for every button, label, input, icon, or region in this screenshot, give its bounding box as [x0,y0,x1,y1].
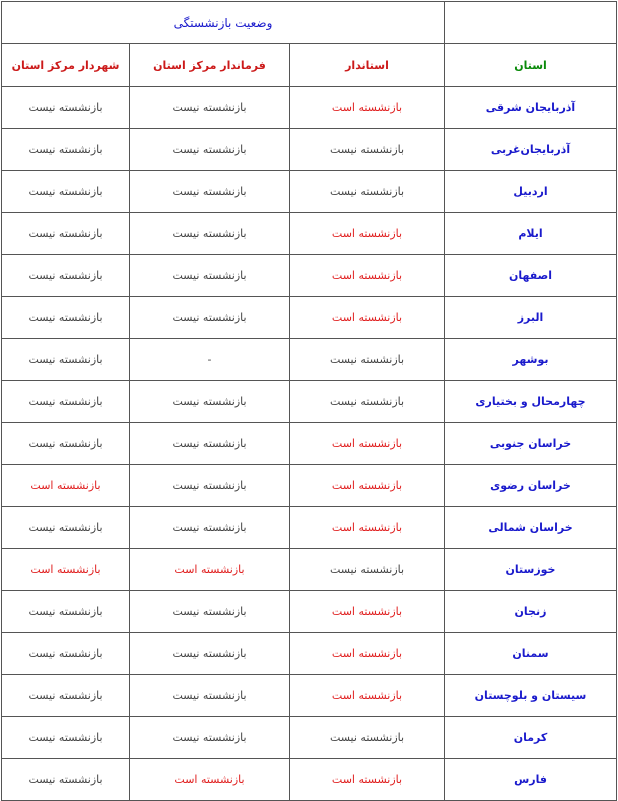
province-cell-text: خراسان رضوی [490,479,571,492]
mayor-center-status-cell-text: بازنشسته نیست [28,311,103,324]
province-cell-text: زنجان [514,605,547,618]
governor-status-cell-text: بازنشسته نیست [329,185,405,198]
governor-center-status-cell-text: بازنشسته نیست [172,479,247,492]
province-cell [445,549,617,591]
governor-status-cell-text: بازنشسته است [331,689,403,702]
governor-center-status-cell [130,297,290,339]
governor-center-status-cell-text: بازنشسته نیست [172,101,247,114]
governor-status-cell-text: بازنشسته نیست [329,353,405,366]
province-cell-text: سمنان [512,647,549,660]
governor-status-cell [290,633,445,675]
governor-status-cell-text: بازنشسته است [331,101,403,114]
header-mayor-center-label: شهردار مرکز استان [11,58,120,72]
mayor-center-status-cell [2,381,130,423]
governor-status-cell [290,87,445,129]
header-governor-center-label: فرماندار مرکز استان [153,58,266,72]
province-cell [445,507,617,549]
governor-center-status-cell [130,675,290,717]
mayor-center-status-cell-text: بازنشسته نیست [28,689,103,702]
governor-center-status-cell [130,759,290,801]
table-title-text: وضعیت بازنشستگی [173,15,273,30]
province-cell [445,465,617,507]
governor-center-status-cell-text: بازنشسته است [174,773,245,786]
governor-center-status-cell [130,255,290,297]
governor-status-cell-text: بازنشسته است [331,773,403,786]
governor-status-cell-text: بازنشسته است [331,437,403,450]
mayor-center-status-cell [2,171,130,213]
mayor-center-status-cell-text: بازنشسته نیست [28,773,103,786]
table-row [2,675,617,717]
header-governor-center [130,44,290,87]
governor-center-status-cell-text: بازنشسته است [174,563,245,576]
mayor-center-status-cell-text: بازنشسته نیست [28,353,103,366]
mayor-center-status-cell-text: بازنشسته نیست [28,731,103,744]
governor-center-status-cell [130,87,290,129]
governor-status-cell [290,339,445,381]
table-row [2,339,617,381]
mayor-center-status-cell [2,507,130,549]
governor-status-cell-text: بازنشسته است [331,311,403,324]
table-row [2,297,617,339]
mayor-center-status-cell-text: بازنشسته نیست [28,269,103,282]
province-cell-text: آذربایجان شرقی [485,101,576,114]
governor-center-status-cell-text: بازنشسته نیست [172,143,247,156]
header-governor-label: استاندار [345,58,389,72]
header-mayor-center [2,44,130,87]
governor-center-status-cell [130,171,290,213]
mayor-center-status-cell [2,339,130,381]
governor-status-cell-text: بازنشسته است [331,227,403,240]
header-province [445,44,617,87]
governor-status-cell [290,675,445,717]
table-row [2,549,617,591]
province-cell-text: آذربایجان‌غربی [490,143,571,156]
governor-status-cell [290,213,445,255]
governor-status-cell [290,423,445,465]
province-cell-text: اصفهان [508,269,553,282]
province-cell [445,591,617,633]
province-cell [445,633,617,675]
governor-status-cell-text: بازنشسته نیست [329,563,405,576]
governor-status-cell [290,549,445,591]
table-row [2,381,617,423]
governor-status-cell [290,171,445,213]
table-row [2,717,617,759]
governor-center-status-cell [130,717,290,759]
mayor-center-status-cell-text: بازنشسته نیست [28,647,103,660]
province-cell-text: سیستان و بلوچستان [474,689,587,702]
governor-center-status-cell [130,213,290,255]
table-row [2,423,617,465]
mayor-center-status-cell-text: بازنشسته است [30,479,101,492]
table-row [2,591,617,633]
province-cell [445,675,617,717]
province-cell [445,129,617,171]
province-cell [445,381,617,423]
governor-center-status-cell [130,507,290,549]
governor-status-cell [290,297,445,339]
governor-center-status-cell-text: - [207,353,212,366]
governor-center-status-cell [130,129,290,171]
governor-center-status-cell [130,339,290,381]
governor-center-status-cell-text: بازنشسته نیست [172,647,247,660]
governor-center-status-cell [130,465,290,507]
mayor-center-status-cell [2,549,130,591]
province-cell [445,717,617,759]
mayor-center-status-cell [2,87,130,129]
governor-status-cell-text: بازنشسته است [331,479,403,492]
governor-center-status-cell-text: بازنشسته نیست [172,227,247,240]
province-cell-text: چهارمحال و بختیاری [475,395,586,408]
mayor-center-status-cell-text: بازنشسته نیست [28,605,103,618]
province-cell-text: ایلام [518,227,543,240]
province-cell-text: اردبیل [513,185,548,198]
mayor-center-status-cell-text: بازنشسته نیست [28,101,103,114]
governor-status-cell [290,507,445,549]
province-cell [445,423,617,465]
governor-status-cell [290,759,445,801]
province-cell-text: خراسان جنوبی [489,437,572,450]
governor-center-status-cell-text: بازنشسته نیست [172,311,247,324]
mayor-center-status-cell [2,213,130,255]
governor-center-status-cell [130,591,290,633]
mayor-center-status-cell-text: بازنشسته نیست [28,395,103,408]
province-cell [445,759,617,801]
governor-status-cell-text: بازنشسته است [331,269,403,282]
province-cell [445,171,617,213]
title-corner-cell [445,2,617,44]
governor-status-cell [290,591,445,633]
mayor-center-status-cell [2,129,130,171]
table-row [2,633,617,675]
table-row [2,759,617,801]
province-cell [445,297,617,339]
province-cell [445,339,617,381]
mayor-center-status-cell-text: بازنشسته نیست [28,185,103,198]
governor-status-cell-text: بازنشسته نیست [329,143,405,156]
governor-center-status-cell [130,381,290,423]
province-cell-text: فارس [514,773,547,786]
mayor-center-status-cell-text: بازنشسته نیست [28,437,103,450]
governor-center-status-cell-text: بازنشسته نیست [172,521,247,534]
mayor-center-status-cell-text: بازنشسته نیست [28,143,103,156]
mayor-center-status-cell-text: بازنشسته نیست [28,521,103,534]
governor-center-status-cell [130,633,290,675]
province-cell [445,87,617,129]
mayor-center-status-cell [2,423,130,465]
mayor-center-status-cell [2,465,130,507]
governor-status-cell-text: بازنشسته است [331,521,403,534]
province-cell-text: خراسان شمالی [488,521,573,534]
mayor-center-status-cell [2,255,130,297]
governor-center-status-cell-text: بازنشسته نیست [172,437,247,450]
governor-center-status-cell-text: بازنشسته نیست [172,731,247,744]
mayor-center-status-cell [2,675,130,717]
governor-center-status-cell-text: بازنشسته نیست [172,185,247,198]
retirement-status-table [1,1,617,801]
province-cell-text: خوزستان [505,563,556,576]
governor-status-cell [290,381,445,423]
province-cell-text: کرمان [513,731,548,744]
governor-status-cell-text: بازنشسته است [331,647,403,660]
governor-status-cell [290,717,445,759]
table-body [2,2,617,801]
province-cell-text: بوشهر [512,353,549,366]
mayor-center-status-cell [2,297,130,339]
governor-status-cell [290,465,445,507]
mayor-center-status-cell [2,591,130,633]
governor-status-cell [290,255,445,297]
governor-center-status-cell-text: بازنشسته نیست [172,269,247,282]
governor-center-status-cell-text: بازنشسته نیست [172,605,247,618]
mayor-center-status-cell-text: بازنشسته است [30,563,101,576]
governor-status-cell [290,129,445,171]
table-row [2,171,617,213]
table-row [2,507,617,549]
mayor-center-status-cell-text: بازنشسته نیست [28,227,103,240]
mayor-center-status-cell [2,759,130,801]
table-row [2,255,617,297]
table-row [2,213,617,255]
title-row [2,2,617,44]
governor-status-cell-text: بازنشسته است [331,605,403,618]
mayor-center-status-cell [2,633,130,675]
header-governor [290,44,445,87]
governor-center-status-cell [130,423,290,465]
table-row [2,129,617,171]
table-row [2,465,617,507]
header-row [2,44,617,87]
province-cell-text: البرز [517,311,544,324]
province-cell [445,255,617,297]
governor-status-cell-text: بازنشسته نیست [329,731,405,744]
header-province-label: استان [514,58,547,72]
governor-center-status-cell-text: بازنشسته نیست [172,395,247,408]
province-cell [445,213,617,255]
table-row [2,87,617,129]
table-title [2,2,445,44]
governor-status-cell-text: بازنشسته نیست [329,395,405,408]
governor-center-status-cell-text: بازنشسته نیست [172,689,247,702]
governor-center-status-cell [130,549,290,591]
mayor-center-status-cell [2,717,130,759]
